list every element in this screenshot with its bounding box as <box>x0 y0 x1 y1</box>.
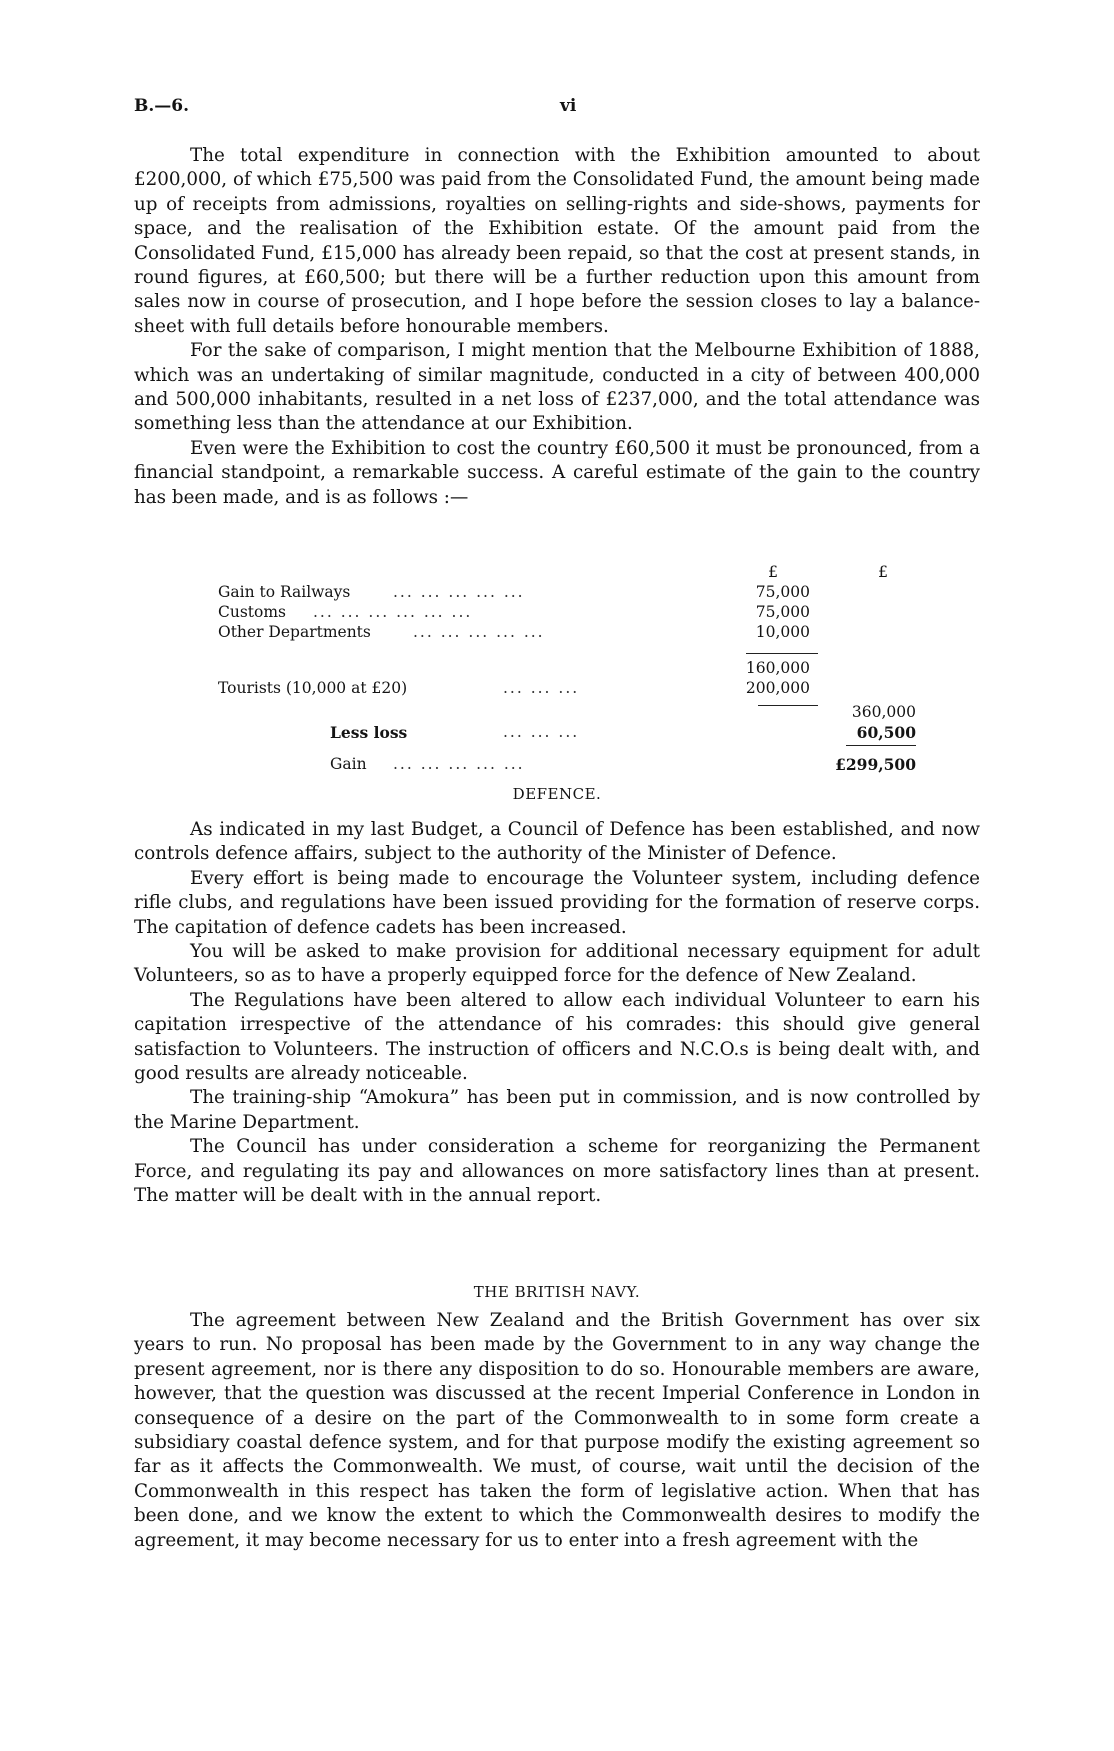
row-label: Other Departments <box>218 623 371 641</box>
amount: 60,500 <box>856 723 916 742</box>
table-row <box>218 703 918 723</box>
page-number: vi <box>560 96 577 116</box>
row-label: Gain <box>330 755 367 773</box>
row-label: Less loss <box>330 723 408 742</box>
paragraph: The Regulations have been altered to allow each individual Volunteer to earn his capitation irrespective of the attendance of his comrades: this should give general satisfaction to Volunteers. The instruction of officers and N.C.O.s is being dealt with, and good results are already noticeable. <box>134 989 980 1085</box>
document-reference: B.—6. <box>134 96 190 116</box>
table-header-row <box>218 563 918 583</box>
leader-dots: ... ... ... <box>503 723 580 741</box>
row-label: Tourists (10,000 at £20) <box>218 679 408 697</box>
net-gain: £299,500 <box>835 755 916 774</box>
paragraph: Even were the Exhibition to cost the country £60,500 it must be pronounced, from a financial standpoint, a remarkable success. A careful estimate of the gain to the country has been made, and is as follows :— <box>134 437 980 508</box>
exhibition-section <box>134 144 980 510</box>
table-row <box>218 583 918 603</box>
leader-dots: ... ... ... <box>503 679 580 697</box>
table-row <box>218 679 918 699</box>
row-label: Customs <box>218 603 287 621</box>
paragraph: The agreement between New Zealand and the British Government has over six years to run. No proposal has been made by the Government to in any way change the present agreement, nor is there any disposition to do so. Honourable members are aware, however, that the question was discussed at the recent Imperial Conference in London in consequence of a desire on the part of the Commonwealth to in some form create a subsidiary coastal defence system, and for that purpose modify the existing agreement so far as it affects the Commonwealth. We must, of course, wait until the decision of the Commonwealth in this respect has taken the form of legislative action. When that has been done, and we know the extent to which the Commonwealth desires to modify the agreement, it may become necessary for us to enter into a fresh agreement with the <box>134 1310 980 1551</box>
section-heading-navy: THE BRITISH NAVY. <box>473 1283 641 1301</box>
defence-section <box>134 818 980 1209</box>
paragraph: You will be asked to make provision for additional necessary equipment for adult Volunteers, so as to have a properly equipped force for the defence of New Zealand. <box>134 941 980 987</box>
amount: 75,000 <box>755 583 810 601</box>
navy-section <box>134 1309 980 1553</box>
amount: 10,000 <box>755 623 810 641</box>
leader-dots: ... ... ... ... ... <box>393 583 525 601</box>
leader-dots: ... ... ... ... ... <box>413 623 545 641</box>
leader-dots: ... ... ... ... ... <box>393 755 525 773</box>
paragraph: For the sake of comparison, I might mention that the Melbourne Exhibition of 1888, which was an undertaking of similar magnitude, conducted in a city of between 400,000 and 500,000 inhabitants, resulted in a net loss of £237,000, and the total attendance was something less than the attendance at our Exhibition. <box>134 340 980 435</box>
column-header: £ <box>768 563 778 581</box>
paragraph: The training-ship “Amokura” has been put in commission, and is now controlled by the Marine Department. <box>134 1087 980 1133</box>
section-heading-defence: DEFENCE. <box>512 785 602 803</box>
subtotal-rule <box>746 653 818 654</box>
paragraph: The total expenditure in connection with the Exhibition amounted to about £200,000, of which £75,500 was paid from the Consolidated Fund, the amount being made up of receipts from admissions, royalties on selling-rights and side-shows, payments for space, and the realisation of the Exhibition estate. Of the amount paid from the Consolidated Fund, £15,000 has already been repaid, so that the cost at present stands, in round figures, at £60,500; but there will be a further reduction upon this amount from sales now in course of prosecution, and I hope before the session closes to lay a balance-sheet with full details before honourable members. <box>134 145 980 337</box>
total: 360,000 <box>851 703 916 721</box>
paragraph: The Council has under consideration a scheme for reorganizing the Permanent Force, and regulating its pay and allowances on more satisfactory lines than at present. The matter will be dealt with in the annual report. <box>134 1136 980 1207</box>
subtotal: 160,000 <box>745 659 810 677</box>
paragraph: As indicated in my last Budget, a Council of Defence has been established, and now controls defence affairs, subject to the authority of the Minister of Defence. <box>134 819 980 865</box>
column-header: £ <box>878 563 888 581</box>
paragraph: Every effort is being made to encourage the Volunteer system, including defence rifle clubs, and regulations have been issued providing for the formation of reserve corps. The capitation of defence cadets has been increased. <box>134 867 980 938</box>
net-rule <box>846 745 916 746</box>
table-row <box>218 659 918 679</box>
amount: 75,000 <box>755 603 810 621</box>
table-row <box>218 603 918 623</box>
table-row <box>218 723 918 743</box>
amount: 200,000 <box>745 679 810 697</box>
table-row <box>218 755 918 775</box>
table-row <box>218 623 918 643</box>
leader-dots: ... ... ... ... ... ... <box>313 603 473 621</box>
row-label: Gain to Railways <box>218 583 351 601</box>
